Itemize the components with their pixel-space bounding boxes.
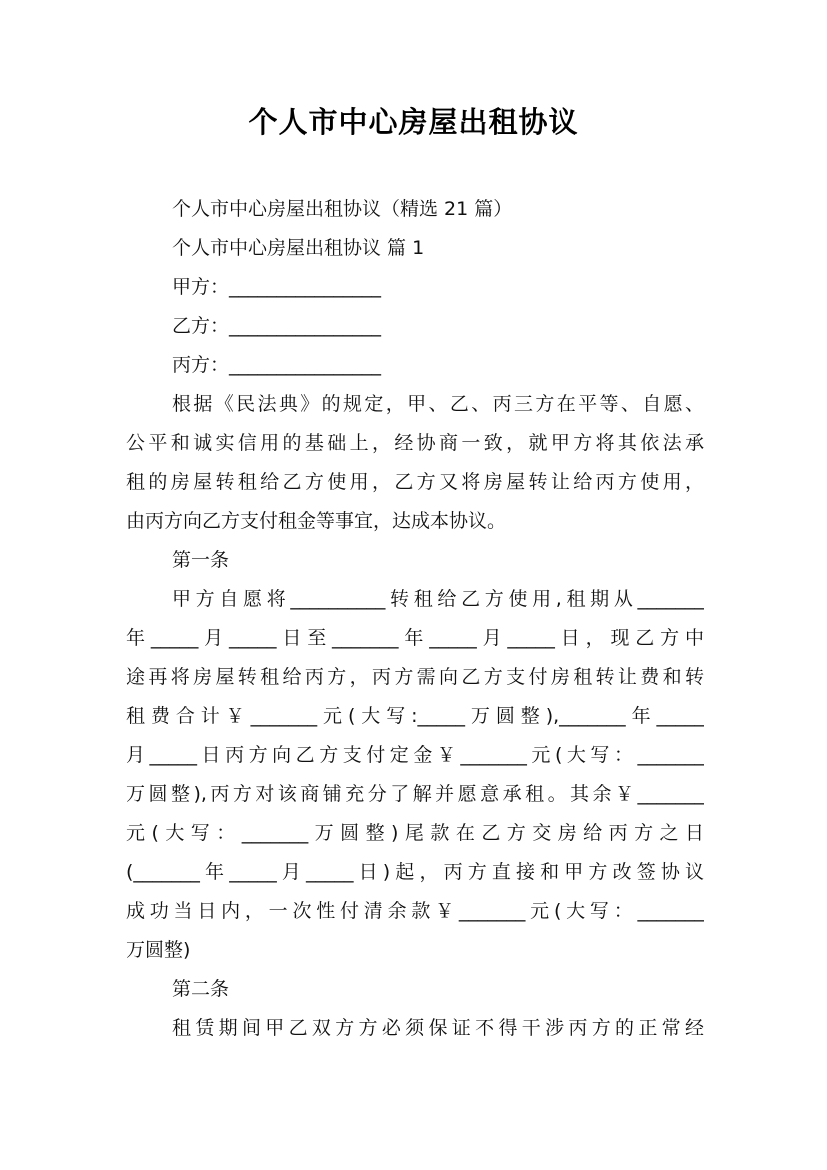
party-b-line: 乙方：________________	[172, 315, 382, 337]
paragraph-line: 租的房屋转租给乙方使用，乙方又将房屋转让给丙方使用，	[126, 471, 704, 493]
paragraph-line: 年_____月_____日至_______年_____月_____日，现乙方中	[126, 627, 704, 649]
paragraph-line: 租赁期间甲乙双方方必须保证不得干涉丙方的正常经	[172, 1017, 704, 1039]
paragraph-line: 万圆整)	[126, 939, 191, 961]
subtitle-line: 个人市中心房屋出租协议（精选 21 篇）	[172, 198, 513, 220]
paragraph-line: 月_____日丙方向乙方支付定金￥_______元(大写：_______	[126, 744, 704, 766]
paragraph-line: 万圆整),丙方对该商铺充分了解并愿意承租。其余￥_______	[126, 783, 704, 805]
section-heading: 个人市中心房屋出租协议 篇 1	[172, 237, 425, 259]
document-title: 个人市中心房屋出租协议	[248, 105, 579, 139]
article-heading: 第一条	[172, 549, 230, 571]
paragraph-line: 途再将房屋转租给丙方，丙方需向乙方支付房租转让费和转	[126, 666, 704, 688]
paragraph-line: 租费合计￥_______元(大写:_____万圆整),_______年_____	[126, 705, 704, 727]
paragraph-line: 成功当日内，一次性付清余款￥_______元(大写：_______	[126, 900, 704, 922]
paragraph-line: 根据《民法典》的规定，甲、乙、丙三方在平等、自愿、	[172, 393, 704, 415]
paragraph-line: 甲方自愿将__________转租给乙方使用,租期从_______	[172, 588, 704, 610]
party-c-line: 丙方：________________	[172, 354, 382, 376]
paragraph-line: 元(大写：_______万圆整)尾款在乙方交房给丙方之日	[126, 822, 704, 844]
party-a-line: 甲方：________________	[172, 276, 382, 298]
article-heading: 第二条	[172, 978, 230, 1000]
paragraph-line: (_______年_____月_____日)起，丙方直接和甲方改签协议	[126, 861, 704, 883]
paragraph-line: 公平和诚实信用的基础上，经协商一致，就甲方将其依法承	[126, 432, 704, 454]
paragraph-line: 由丙方向乙方支付租金等事宜，达成本协议。	[126, 510, 507, 532]
document-body	[126, 190, 704, 1048]
